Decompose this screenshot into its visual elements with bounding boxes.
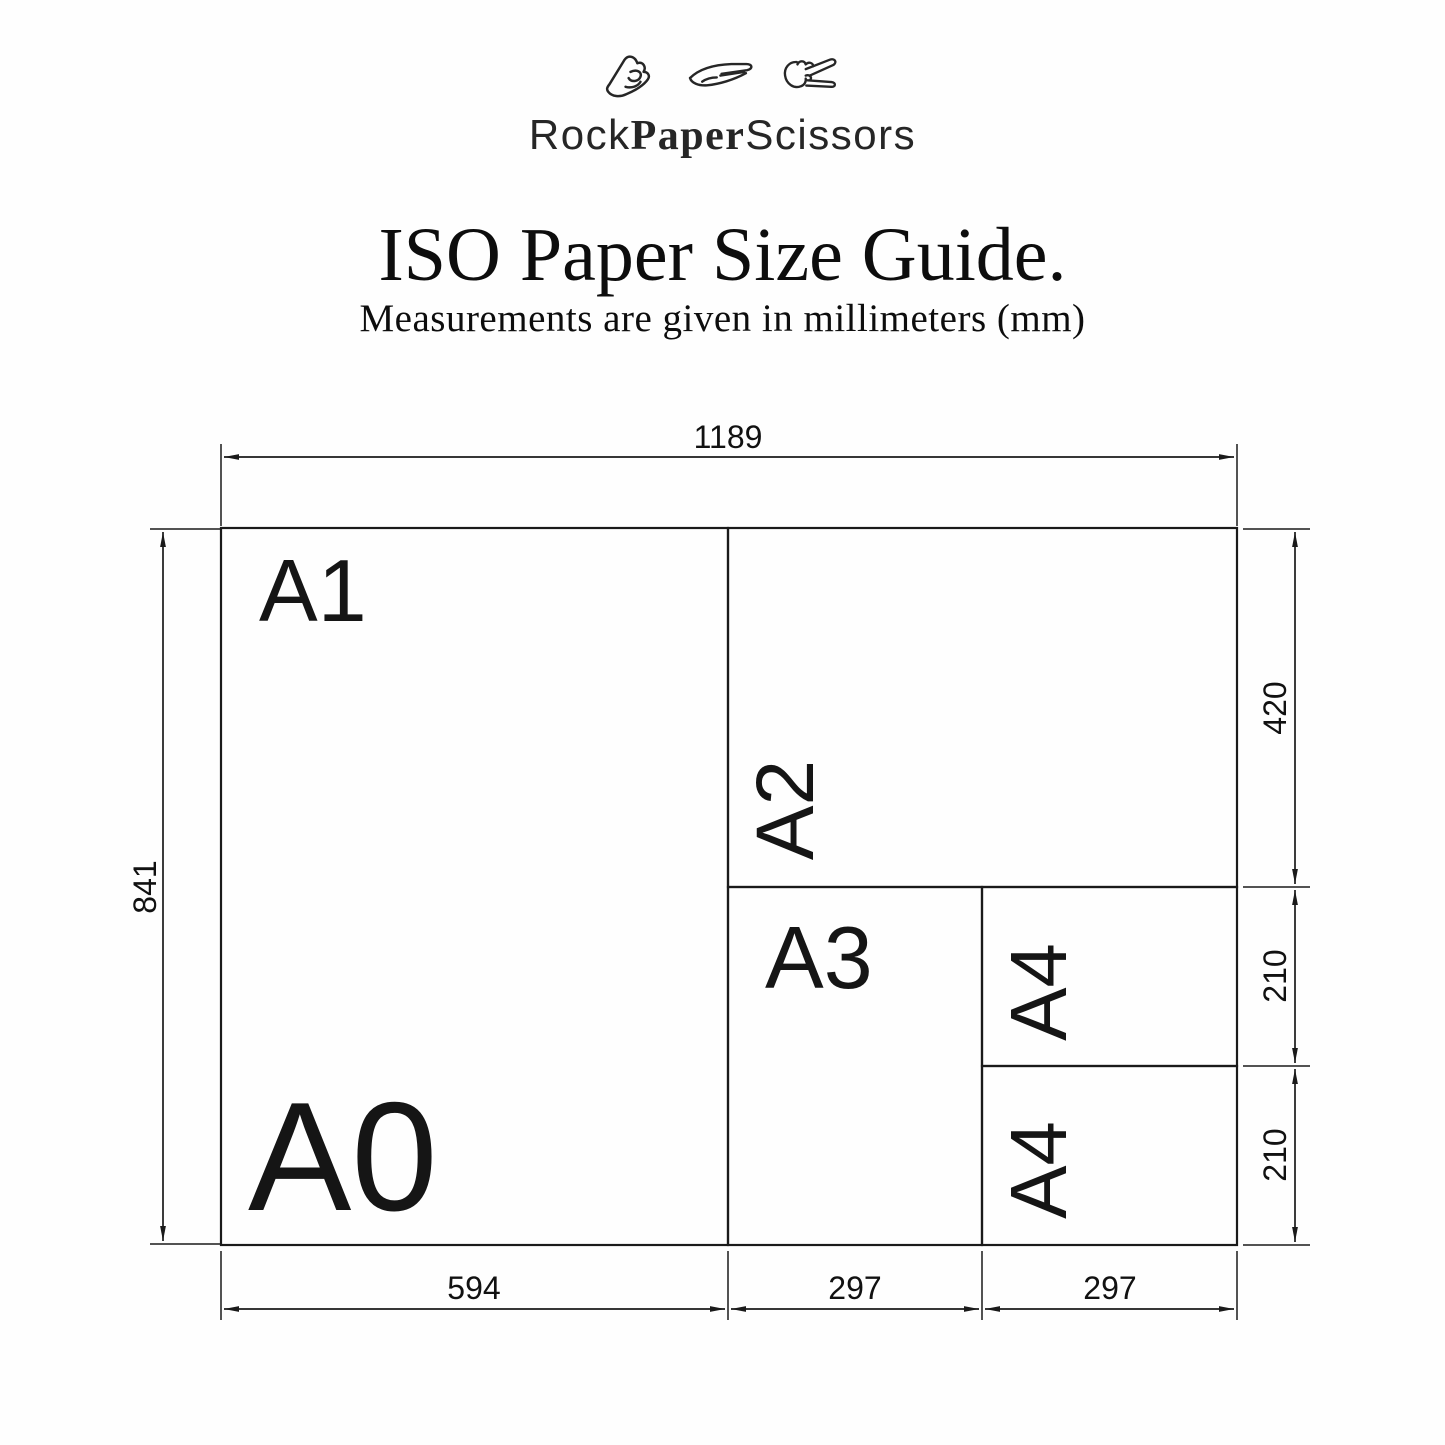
dim-value-total-width: 1189 [693,419,763,455]
dim-a4-lower-height [1243,1066,1310,1245]
brand-word-rock: Rock [528,111,631,158]
dim-value-a1-width: 594 [447,1270,501,1306]
label-a4-lower: A4 [994,1121,1083,1219]
label-a2: A2 [740,759,831,861]
dim-value-a4-lower-height: 210 [1257,1128,1293,1182]
dim-a4-upper-height [1243,887,1310,1063]
dim-value-a4-width: 297 [1083,1270,1137,1306]
brand-word-paper: Paper [630,113,746,159]
dim-total-height [127,529,220,1244]
page-title: ISO Paper Size Guide. [378,213,1067,297]
dim-a3-width [731,1251,982,1320]
dim-value-a4-upper-height: 210 [1257,949,1293,1003]
dim-total-width [221,419,1237,526]
label-a0: A0 [248,1070,438,1243]
label-a1: A1 [259,541,367,640]
brand-word-scissors: Scissors [745,111,917,158]
dim-value-a2-height: 420 [1257,681,1293,735]
dim-a1-width [221,1251,728,1320]
label-a3: A3 [765,908,873,1007]
dim-a4-width [985,1251,1237,1320]
dim-value-a3-width: 297 [828,1270,882,1306]
label-a4-upper: A4 [994,943,1083,1041]
dim-value-total-height: 841 [127,860,163,914]
dim-a2-height [1243,529,1310,884]
page-subtitle: Measurements are given in millimeters (mm) [359,297,1086,340]
